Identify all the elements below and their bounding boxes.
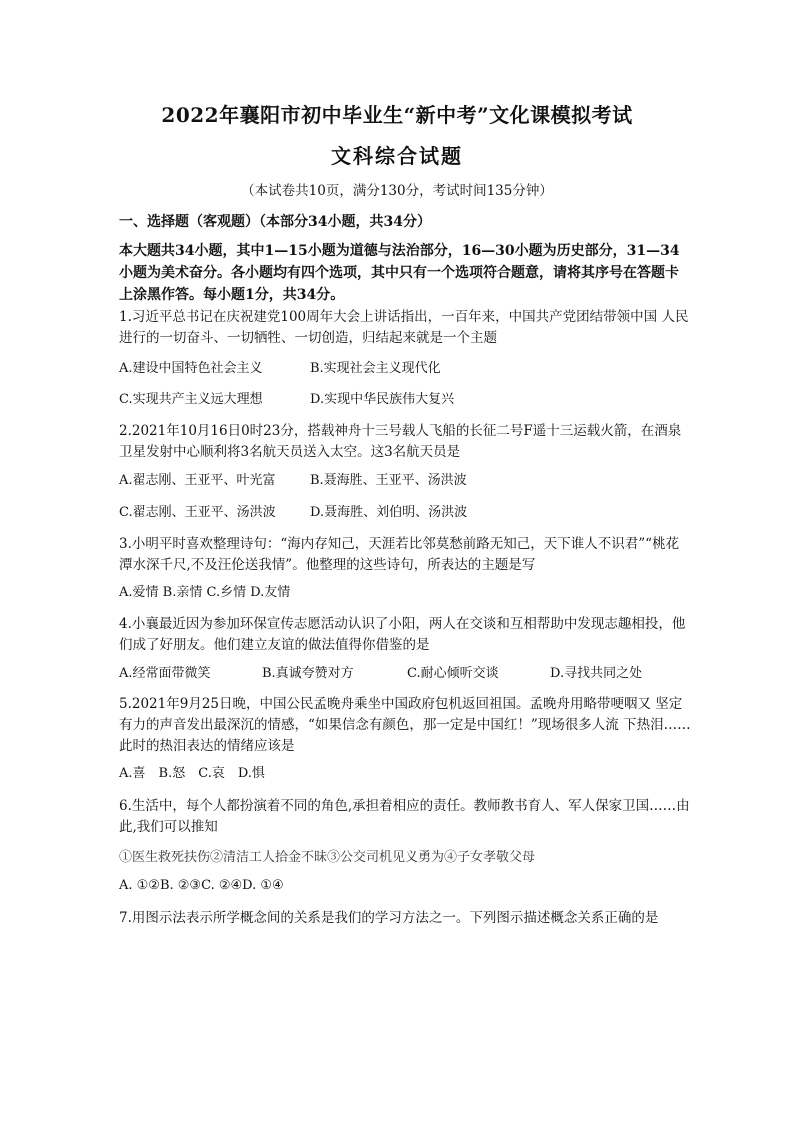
section-intro: 本大题共34小题，其中1—15小题为道德与法治部分，16—30小题为历史部分，31—34 小题为美术奋分。各小题均有四个选项，其中只有一个选项符合题意，请将其序号在答题卡上涂黑作答。每小题1分，共34分。 [119,243,680,303]
question-1-option-b: B.实现社会主义现代化 [310,361,441,376]
question-3-text: 3.小明平时喜欢整理诗句：“海内存知己，天涯若比邻莫愁前路无知己，天下谁人不识君”“桃花潭水深千尺,不及汪伦送我情”。他整理的这些诗句，所表达的主题是写 [119,536,680,573]
question-4-option-b: B.真诚夸赞对方 [262,666,354,681]
question-4-option-c: C.耐心倾听交谈 [407,666,499,681]
question-1-option-d: D.实现中华民族伟大复兴 [310,392,455,407]
exam-subtitle: 文科综合试题 [331,144,463,168]
question-6-options: A. ①②B. ②③C. ②④D. ①④ [119,878,284,893]
question-2-text: 2.2021年10月16日0时23分，搭载神舟十三号载人飞船的长征二号F遥十三运载火箭，在酒泉卫星发射中心顺利将3名航天员送入太空。这3名航天员是 [119,423,682,460]
question-5-options: A.喜 B.怒 C.哀 D.惧 [119,766,265,781]
question-1-option-c: C.实现共产主义远大理想 [119,392,263,407]
question-6-items: ①医生救死扶伤②清洁工人拾金不昧③公交司机见义勇为④子女孝敬父母 [119,850,536,865]
exam-title: 2022年襄阳市初中毕业生“新中考”文化课模拟考试 [161,103,633,127]
question-7-text: 7.用图示法表示所学概念间的关系是我们的学习方法之一。下列图示描述概念关系正确的是 [119,910,659,926]
question-2-option-a: A.翟志刚、王亚平、叶光富 [119,473,276,488]
exam-note: （本试卷共10页，满分130分，考试时间135分钟） [241,183,553,199]
question-2-option-d: D.聂海胜、刘伯明、汤洪波 [310,505,468,520]
question-4-option-d: D.寻找共同之处 [550,666,643,681]
question-1-option-a: A.建设中国特色社会主义 [119,361,263,376]
question-5-text: 5.2021年9月25日晚，中国公民孟晚舟乘坐中国政府包机返回祖国。孟晚舟用略带哽咽又 坚定有力的声音发出最深沉的情感，“如果信念有颜色，那一定是中国红！”现场很多人流 下热泪……此时的热泪表达的情绪应该是 [119,696,691,754]
question-4-option-a: A.经常面带微笑 [119,666,211,681]
question-2-option-b: B.聂海胜、王亚平、汤洪波 [310,473,467,488]
question-3-options: A.爱情 B.亲情 C.乡情 D.友情 [119,585,291,600]
question-6-text: 6.生活中，每个人都扮演着不同的角色,承担着相应的责任。教师教书育人、军人保家卫国……由此,我们可以推知 [119,798,690,835]
question-1-text: 1.习近平总书记在庆祝建党100周年大会上讲话指出，一百年来，中国共产党团结带领中国 人民进行的一切奋斗、一切牺牲、一切创造，归结起来就是一个主题 [119,309,689,346]
section-heading: 一、选择题（客观题）（本部分34小题，共34分） [119,214,431,230]
question-4-text: 4.小襄最近因为参加环保宣传志愿活动认识了小阳，两人在交谈和互相帮助中发现志趣相投，他们成了好朋友。他们建立友谊的做法值得你借鉴的是 [119,616,686,653]
question-2-option-c: C.翟志刚、王亚平、汤洪波 [119,505,276,520]
